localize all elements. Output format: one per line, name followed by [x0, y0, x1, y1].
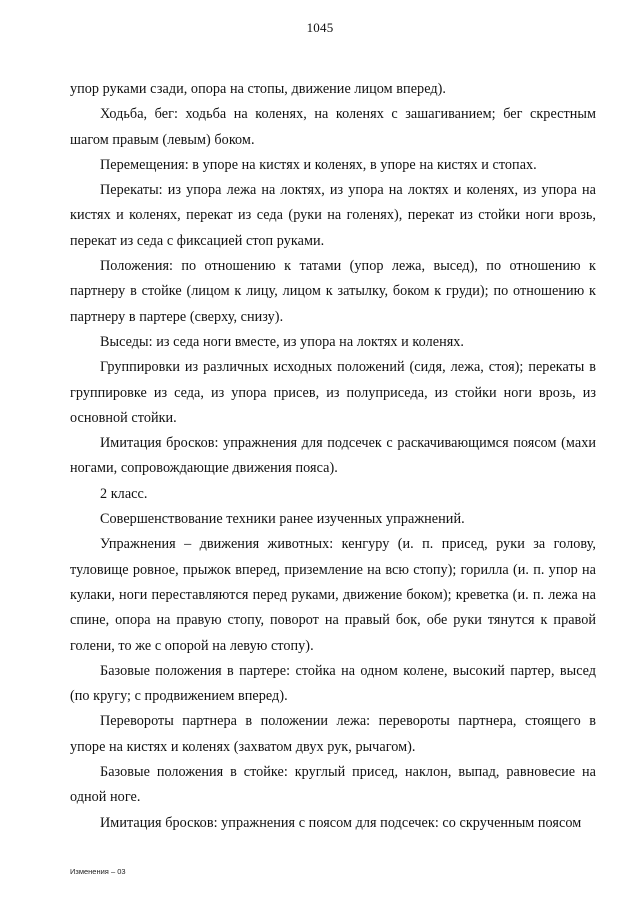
- paragraph-improvement: Совершенствование техники ранее изученных упражнений.: [100, 511, 465, 528]
- paragraph-rolls: Перекаты: из упора лежа на локтях, из упора на локтях и коленях, из упора на кистях и коленях, перекат из седа (руки на голенях), перекат из стойки ноги врозь, перекат из седа с фиксацией стоп руками.: [70, 182, 596, 249]
- paragraph-throw-imitation: Имитация бросков: упражнения для подсечек с раскачивающимся поясом (махи ногами, сопровождающие движения пояса).: [70, 435, 596, 477]
- document-body: [70, 77, 596, 836]
- paragraph-animal-movements: Упражнения – движения животных: кенгуру (и. п. присед, руки за голову, туловище ровное, прыжок вперед, приземление на всю стопу); горилла (и. п. упор на кулаки, ноги переставляются перед руками, движение боком); креветка (и. п. лежа на спине, опора на правую стопу, поворот на правый бок, обе руки тянутся к правой голени, то же с опорой на левую стопу).: [70, 536, 596, 654]
- paragraph-tucks: Группировки из различных исходных положений (сидя, лежа, стоя); перекаты в группировке из седа, из упора присев, из полуприседа, из стойки ноги врозь, из основной стойки.: [70, 359, 596, 426]
- page-number: 1045: [306, 20, 334, 35]
- paragraph-sit-outs: Выседы: из седа ноги вместе, из упора на локтях и коленях.: [100, 333, 465, 350]
- paragraph-throw-imitation-belt: Имитация бросков: упражнения с поясом для подсечек: со скрученным поясом: [100, 814, 582, 831]
- paragraph-continuation: упор руками сзади, опора на стопы, движение лицом вперед).: [70, 81, 446, 97]
- paragraph-standing-positions: Базовые положения в стойке: круглый присед, наклон, выпад, равновесие на одной ноге.: [70, 764, 596, 806]
- paragraph-partner-turnovers: Перевороты партнера в положении лежа: перевороты партнера, стоящего в упоре на кистях и коленях (захватом двух рук, рычагом).: [70, 713, 596, 755]
- paragraph-walking-running: Ходьба, бег: ходьба на коленях, на коленях с зашагиванием; бег скрестным шагом правым (левым) боком.: [70, 106, 596, 148]
- footer-revision-note: Изменения – 03: [70, 867, 126, 876]
- paragraph-ground-positions: Базовые положения в партере: стойка на одном колене, высокий партер, выcед (по кругу; с продвижением вперед).: [70, 662, 596, 705]
- paragraph-positions: Положения: по отношению к татами (упор лежа, выcед), по отношению к партнеру в стойке (лицом к лицу, лицом к затылку, боком к груди); по отношению к партнеру в партере (сверху, снизу).: [70, 258, 596, 325]
- paragraph-grade-heading: 2 класс.: [100, 485, 148, 502]
- paragraph-movements: Перемещения: в упоре на кистях и коленях, в упоре на кистях и стопах.: [100, 156, 537, 173]
